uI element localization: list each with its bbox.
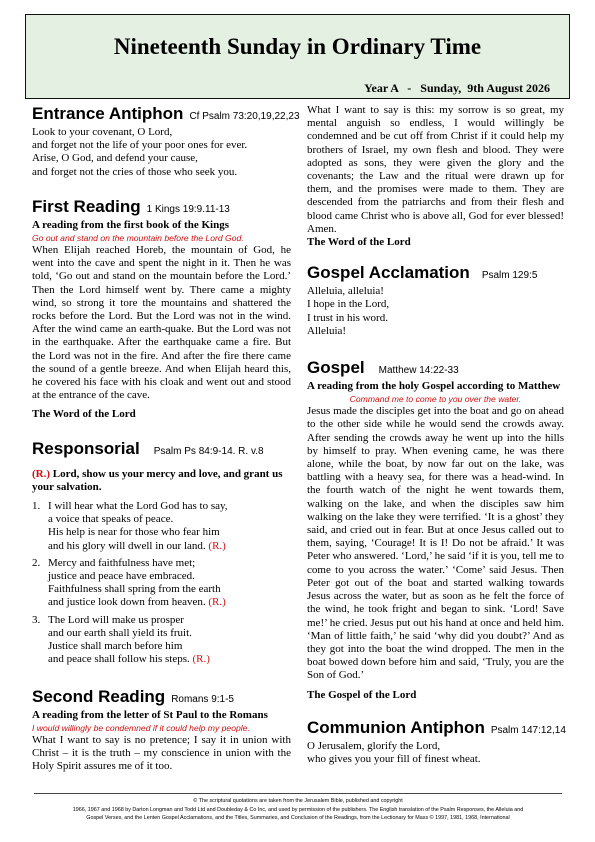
verse-line-text: and his glory will dwell in our land. [48, 539, 206, 552]
response-marker: (R.) [32, 467, 51, 480]
reading-text: Jesus made the disciples get into the boat and go on ahead to the other side while he would send the crowds away. After sending the crowds away he went up into the hills by himself to pray. When evening came, he was there alone, while the boat, by now far out on the lake, was battling with a heavy sea, for there was a head-wind. In the fourth watch of the night he went towards them, walking on the lake, and when the disciples saw him walking on the lake they were terrified. ‘It is a ghost’ they said, and cried out in fear. But at once Jesus called out to them, saying, ‘Courage! It is I! Do not be afraid.’ It was Peter who answered. ‘Lord,’ he said ‘if it is you, tell me to come to you across the water.’ ‘Come’ said Jesus. Then Peter got out of the boat and started walking towards Jesus across the water, but as soon as he felt the force of the wind, he took fright and began to sink. ‘Lord! Save me!’ he cried. Jesus put out his hand at once and held him. ‘Man of little faith,’ he said ‘why did you doubt?’ And as they got into the boat the wind dropped. The men in the boat bowed down before him and said, ‘Truly, you are the Son of God.’ [307, 405, 565, 682]
reading-text: What I want to say is no pretence; I say it in union with Christ – it is the truth – my conscience in union with the Holy Spirit assures me of it too. [32, 733, 291, 773]
verse-line: Justice shall march before him [48, 640, 183, 653]
left-column [32, 104, 300, 773]
refrain-marker: (R.) [208, 539, 226, 552]
reading-closing: The Word of the Lord [307, 236, 411, 249]
reading-text: When Elijah reached Horeb, the mountain of God, he went into the cave and spent the night in it. Then he was told, ‘Go out and stand on the mountain before the Lord.’ Then the Lord himself went by. There came a mighty wind, so strong it tore the mountains and shattered the rocks before the Lord. But the Lord was not in the wind. After the wind came an earth-quake. But the Lord was not in the earthquake. After the earthquake came a fire. But the Lord was not in the fire. And after the fire there came the sound of a gentle breeze. And when Elijah heard this, he covered his face with his cloak and went out and stood at the entrance of the cave. [32, 244, 291, 402]
refrain-marker: (R.) [192, 653, 210, 666]
verse-line [48, 540, 228, 553]
verse-number: 2. [32, 556, 41, 569]
refrain-marker: (R.) [208, 596, 226, 609]
copyright-footer [34, 793, 562, 823]
verse-line: Mercy and faithfulness have met; [48, 556, 196, 569]
section-reference: Cf Psalm 73:20,19,22,23 [189, 111, 300, 122]
verse-line-text: and peace shall follow his steps. [48, 653, 190, 666]
communion-antiphon-section [307, 718, 564, 766]
verse-line: a voice that speaks of peace. [48, 513, 174, 526]
reading-intro: A reading from the holy Gospel according to Matthew [307, 380, 561, 393]
section-reference: Psalm 147:12,14 [490, 724, 566, 736]
first-reading-section [32, 197, 291, 422]
entrance-antiphon-section [32, 104, 300, 179]
acclamation-line: I hope in the Lord, [307, 298, 390, 311]
reading-summary: Command me to come to you over the water. [349, 394, 522, 405]
responsorial-psalm-section [32, 439, 291, 667]
page-header [25, 14, 570, 99]
gospel-section [307, 358, 564, 702]
reading-closing: The Word of the Lord [32, 408, 136, 421]
gospel-acclamation-section [307, 263, 564, 338]
second-reading-continued [307, 104, 564, 249]
reading-summary: Go out and stand on the mountain before the Lord God. [32, 233, 244, 244]
reading-intro: A reading from the first book of the Kings [32, 218, 229, 231]
psalm-verse [32, 500, 291, 553]
verse-line: justice and peace have embraced. [48, 570, 195, 583]
verse-line: His help is near for those who fear him [48, 526, 220, 539]
section-title: First Reading [32, 196, 141, 216]
verse-line-text: and justice look down from heaven. [48, 596, 206, 609]
verse-line: The Lord will make us prosper [48, 613, 184, 626]
date-subtitle: Year A - Sunday, 9th August 2026 [364, 81, 550, 95]
section-reference: Psalm 129:5 [481, 270, 538, 282]
psalm-verse [32, 614, 291, 667]
section-title: Responsorial [32, 438, 140, 458]
acclamation-line: Alleluia! [307, 324, 347, 337]
verse-line: and our earth shall yield its fruit. [48, 626, 192, 639]
response-text: Lord, show us your mercy and love, and grant us your salvation. [32, 467, 283, 493]
antiphon-line: and forget not the life of your poor ones for ever. [32, 139, 248, 152]
section-title: Gospel [307, 358, 365, 378]
verse-number: 1. [32, 500, 41, 513]
right-column [307, 104, 564, 766]
acclamation-line: I trust in his word. [307, 311, 388, 324]
acclamation-line: Alleluia, alleluia! [307, 285, 384, 298]
footer-line: © The scriptural quotations are taken from the Jerusalem Bible, published and copyright [193, 798, 403, 804]
section-title: Gospel Acclamation [307, 263, 470, 283]
psalm-verse [32, 557, 291, 610]
section-reference: Psalm Ps 84:9-14. R. v.8 [153, 445, 264, 457]
section-reference: 1 Kings 19:9.11-13 [146, 203, 230, 215]
reading-text: What I want to say is this: my sorrow is so great, my mental anguish so endless, I would willingly be condemned and be cut off from Christ if it could help my brothers of Israel, my own flesh and blood. They were adopted as sons, they were given the glory and the covenants; the Law and the ritual were drawn up for them, and the promises were made to them. They are descended from the patriarchs and from their flesh and blood came Christ who is above all, God for ever blessed! Amen. [307, 104, 564, 235]
verse-line: I will hear what the Lord God has to say, [48, 500, 228, 513]
verse-line: Faithfulness shall spring from the earth [48, 583, 221, 596]
antiphon-line: O Jerusalem, glorify the Lord, [307, 739, 441, 752]
antiphon-line: Look to your covenant, O Lord, [32, 126, 173, 138]
verse-number: 3. [32, 613, 41, 626]
reading-summary: I would willingly be condemned if it could help my people. [32, 722, 250, 733]
footer-line: 1966, 1967 and 1968 by Darton Longman and Todd Ltd and Doubleday & Co Inc, and used by permission of the publishers. The English translation of the Psalm Responses, the Alleluia and [72, 806, 524, 813]
psalm-response [32, 468, 291, 494]
section-title: Second Reading [32, 686, 166, 706]
second-reading-section [32, 687, 291, 774]
antiphon-line: and forget not the cries of those who seek you. [32, 165, 238, 178]
verse-line [48, 653, 210, 666]
section-title: Entrance Antiphon [32, 104, 184, 123]
verse-line [48, 596, 226, 609]
reading-intro: A reading from the letter of St Paul to the Romans [32, 708, 268, 721]
section-reference: Matthew 14:22-33 [378, 365, 459, 377]
antiphon-line: Arise, O God, and defend your cause, [32, 152, 198, 165]
reading-closing: The Gospel of the Lord [307, 688, 417, 701]
page-title: Nineteenth Sunday in Ordinary Time [113, 34, 482, 59]
section-reference: Romans 9:1-5 [171, 693, 234, 705]
antiphon-line: who gives you your fill of finest wheat. [307, 752, 481, 765]
section-title: Communion Antiphon [307, 717, 485, 737]
footer-line: Gospel Verses, and the Lenten Gospel Acclamations, and the Titles, Summaries, and Conclusion of the Readings, from the Lectionary for Mass © 1997, 1981, 1968, International [86, 815, 510, 822]
